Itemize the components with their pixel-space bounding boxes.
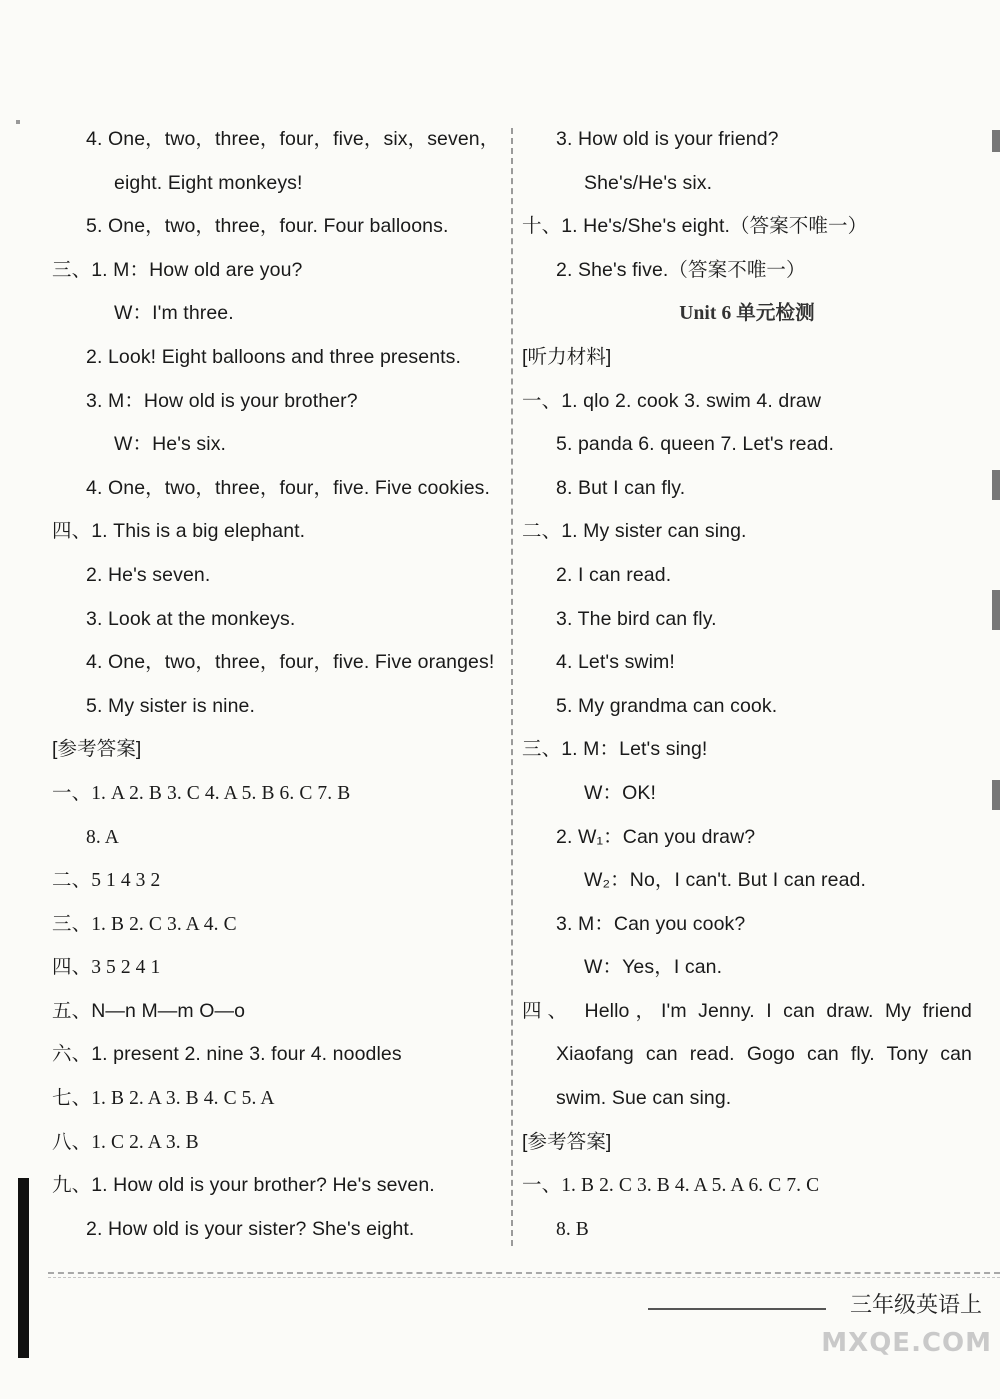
text-line: [参考答案] — [52, 738, 142, 761]
right-column — [522, 118, 972, 1251]
text-line: 九、1. How old is your brother? He's seven. — [52, 1174, 435, 1197]
text-line: 8. But I can fly. — [556, 476, 686, 499]
footer-grade-label: 三年级英语上 — [850, 1293, 983, 1318]
text-line: 3. M：How old is your brother? — [86, 389, 358, 412]
text-line: 5. My grandma can cook. — [556, 694, 778, 717]
text-line: Xiaofang can read. Gogo can fly. Tony can — [556, 1043, 972, 1066]
corner-speck — [16, 120, 20, 124]
right-edge-mark — [992, 780, 1000, 810]
text-line: W：Yes，I can. — [584, 956, 723, 979]
text-line: 四、 Hello，I'm Jenny. I can draw. My friend — [522, 999, 972, 1022]
text-line: [听力材料] — [522, 345, 612, 368]
text-line: 2. Look! Eight balloons and three presents. — [86, 345, 462, 368]
right-edge-mark — [992, 130, 1000, 152]
text-line: 十、1. He's/She's eight.（答案不唯一） — [522, 215, 868, 238]
text-line: 8. A — [86, 826, 119, 848]
text-line: 七、1. B 2. A 3. B 4. C 5. A — [52, 1088, 275, 1110]
text-line: 三、1. M：How old are you? — [52, 258, 303, 281]
text-line: W：OK! — [584, 781, 656, 804]
right-edge-mark — [992, 470, 1000, 500]
text-line: 3. The bird can fly. — [556, 607, 717, 630]
text-line: 八、1. C 2. A 3. B — [52, 1131, 199, 1153]
text-line: W：I'm three. — [114, 302, 234, 325]
text-line: 4. One，two，three，four，five. Five cookies. — [86, 476, 491, 499]
text-line: 5. My sister is nine. — [86, 694, 255, 717]
text-line: 三、1. M：Let's sing! — [522, 738, 708, 761]
text-line: swim. Sue can sing. — [556, 1087, 732, 1110]
text-line: 4. Let's swim! — [556, 651, 675, 674]
text-line: W₂：No，I can't. But I can read. — [584, 869, 866, 892]
text-line: 四、1. This is a big elephant. — [52, 520, 306, 543]
text-line: 一、1. A 2. B 3. C 4. A 5. B 6. C 7. B — [52, 782, 351, 804]
text-line: 六、1. present 2. nine 3. four 4. noodles — [52, 1043, 402, 1066]
bottom-dashed-rule — [48, 1272, 1000, 1274]
text-line: She's/He's six. — [584, 171, 713, 194]
text-line: 4. One，two，three，four，five，six，seven， — [86, 128, 500, 150]
binding-edge-bar — [18, 1178, 29, 1358]
text-line: 2. She's five.（答案不唯一） — [556, 258, 806, 281]
text-line: 三、1. B 2. C 3. A 4. C — [52, 913, 237, 935]
left-column — [52, 118, 502, 1251]
bottom-dashed-rule-secondary — [48, 1277, 1000, 1278]
text-line: 2. How old is your sister? She's eight. — [86, 1217, 415, 1240]
text-line: 二、5 1 4 3 2 — [52, 870, 161, 892]
text-line: 一、1. qlo 2. cook 3. swim 4. draw — [522, 389, 822, 412]
text-line: 5. One，two，three，four. Four balloons. — [86, 215, 449, 238]
text-line: 2. W₁：Can you draw? — [556, 825, 756, 848]
text-line: 3. Look at the monkeys. — [86, 607, 296, 630]
text-line: 2. I can read. — [556, 563, 672, 586]
text-line: eight. Eight monkeys! — [114, 171, 303, 194]
text-line: 一、1. B 2. C 3. B 4. A 5. A 6. C 7. C — [522, 1175, 820, 1197]
text-line: 二、1. My sister can sing. — [522, 520, 747, 543]
text-line: 3. M：Can you cook? — [556, 912, 746, 935]
footer-rule — [648, 1308, 826, 1310]
text-line: 5. panda 6. queen 7. Let's read. — [556, 433, 834, 456]
text-line: [参考答案] — [522, 1130, 612, 1153]
right-edge-mark — [992, 590, 1000, 630]
text-line: 四、3 5 2 4 1 — [52, 957, 161, 979]
site-watermark: MXQE.COM — [821, 1328, 992, 1358]
text-line: 4. One，two，three，four，five. Five oranges! — [86, 651, 495, 674]
text-line: 五、N—n M—m O—o — [52, 999, 246, 1022]
unit-heading: Unit 6 单元检测 — [679, 303, 815, 325]
text-line: 3. How old is your friend? — [556, 128, 779, 150]
text-line: W：He's six. — [114, 433, 227, 456]
text-line: 8. B — [556, 1218, 589, 1240]
column-divider — [511, 128, 513, 1246]
text-line: 2. He's seven. — [86, 563, 211, 586]
